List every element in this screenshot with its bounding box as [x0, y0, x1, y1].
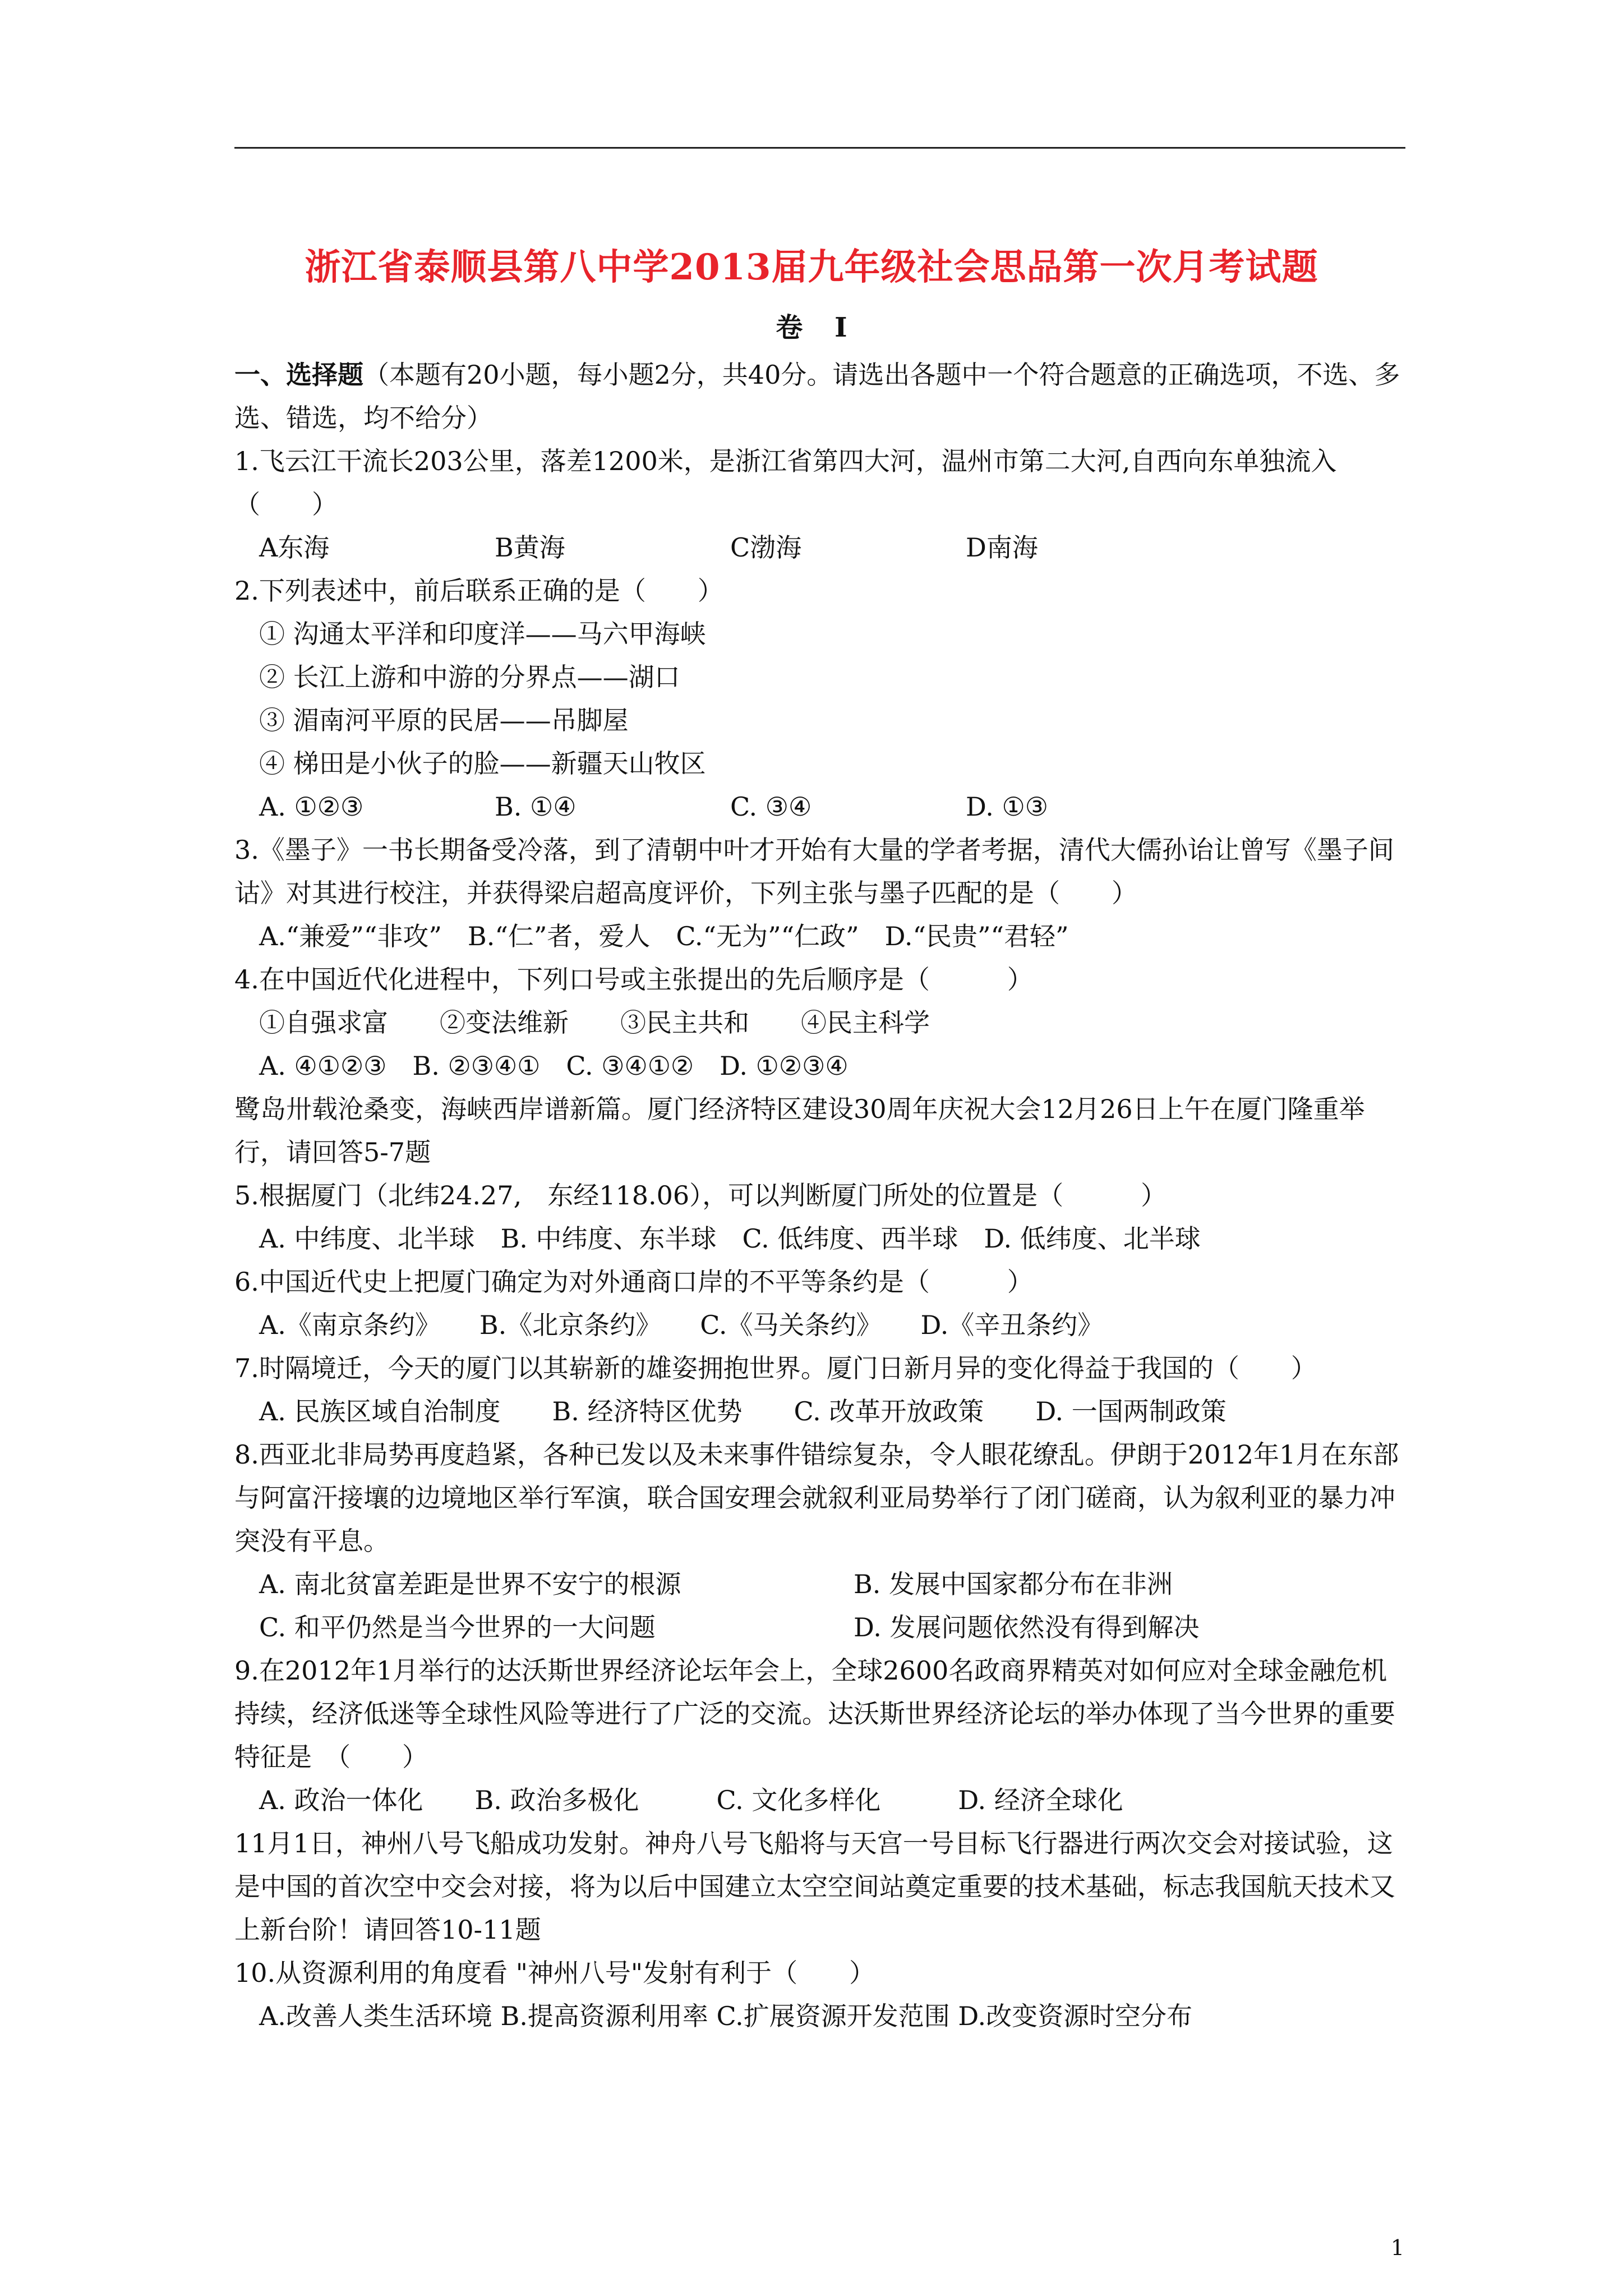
- q2-item-3: ③ 湄南河平原的民居——吊脚屋: [259, 705, 629, 735]
- passage-shenzhou: 11月1日，神州八号飞船成功发射。神舟八号飞船将与天宫一号目标飞行器进行两次交会对接试验，这是中国的首次空中交会对接，将为以后中国建立太空空间站奠定重要的技术基础，标志我国航天技术又上新台阶！请回答10-11题: [234, 1828, 1395, 1945]
- q1-options: [234, 526, 1407, 569]
- q2-item-1: ① 沟通太平洋和印度洋——马六甲海峡: [259, 619, 706, 649]
- q2-option-b: B. ①④: [495, 792, 577, 822]
- q9-stem: 9.在2012年1月举行的达沃斯世界经济论坛年会上，全球2600名政商界精英对如何应对全球金融危机持续，经济低迷等全球性风险等进行了广泛的交流。达沃斯世界经济论坛的举办体现了当今世界的重要特征是 （ ）: [234, 1655, 1395, 1772]
- section-desc: （本题有20小题，每小题2分，共40分。请选出各题中一个符合题意的正确选项，不选、多选、错选，均不给分）: [234, 360, 1400, 433]
- q2-option-c: C. ③④: [730, 792, 812, 822]
- exam-content: [234, 353, 1407, 2038]
- q7-stem: 7.时隔境迁，今天的厦门以其崭新的雄姿拥抱世界。厦门日新月异的变化得益于我国的（ ）: [234, 1353, 1317, 1383]
- q4-stem: 4.在中国近代化进程中，下列口号或主张提出的先后顺序是（ ）: [234, 964, 1033, 995]
- q3-stem: 3.《墨子》一书长期备受冷落，到了清朝中叶才开始有大量的学者考据，清代大儒孙诒让曾写《墨子间诂》对其进行校注，并获得梁启超高度评价，下列主张与墨子匹配的是（ ）: [234, 835, 1394, 908]
- q5-options: A. 中纬度、北半球 B. 中纬度、东半球 C. 低纬度、西半球 D. 低纬度、北半球: [259, 1223, 1201, 1254]
- header-rule: [234, 147, 1405, 149]
- q6-options: A.《南京条约》 B.《北京条约》 C.《马关条约》 D.《辛丑条约》: [259, 1310, 1104, 1340]
- q8-option-b: B. 发展中国家都分布在非洲: [854, 1569, 1173, 1599]
- page-subtitle: 卷 Ⅰ: [776, 312, 847, 343]
- q3-options: A.“兼爱”“非攻” B.“仁”者，爱人 C.“无为”“仁政” D.“民贵”“君轻”: [259, 921, 1069, 951]
- q6-stem: 6.中国近代史上把厦门确定为对外通商口岸的不平等条约是（ ）: [234, 1267, 1033, 1297]
- q8-options-row-2: [234, 1606, 1407, 1649]
- q5-stem: 5.根据厦门（北纬24.27, 东经118.06），可以判断厦门所处的位置是（ ）: [234, 1180, 1167, 1211]
- q8-stem: 8.西亚北非局势再度趋紧，各种已发以及未来事件错综复杂，令人眼花缭乱。伊朗于2012年1月在东部与阿富汗接壤的边境地区举行军演，联合国安理会就叙利亚局势举行了闭门磋商，认为叙利亚的暴力冲突没有平息。: [234, 1439, 1399, 1556]
- q2-option-a: A. ①②③: [259, 792, 364, 822]
- q2-item-2: ② 长江上游和中游的分界点——湖口: [259, 662, 680, 692]
- q1-stem: 1.飞云江干流长203公里，落差1200米，是浙江省第四大河，温州市第二大河,自西向东单独流入（ ）: [234, 446, 1337, 519]
- q8-option-a: A. 南北贫富差距是世界不安宁的根源: [259, 1569, 681, 1599]
- q10-options: A.改善人类生活环境 B.提高资源利用率 C.扩展资源开发范围 D.改变资源时空分布: [259, 2001, 1193, 2031]
- q2-option-d: D. ①③: [966, 792, 1048, 822]
- q1-option-a: A东海: [259, 532, 330, 563]
- q9-options: A. 政治一体化 B. 政治多极化 C. 文化多样化 D. 经济全球化: [259, 1785, 1123, 1815]
- q1-option-d: D南海: [966, 532, 1038, 563]
- q2-stem: 2.下列表述中，前后联系正确的是（ ）: [234, 576, 723, 606]
- q1-option-b: B黄海: [495, 532, 565, 563]
- q2-options: [234, 785, 1407, 829]
- section-intro: [234, 353, 1407, 440]
- q4-options: A. ④①②③ B. ②③④① C. ③④①② D. ①②③④: [259, 1051, 849, 1081]
- page-number: 1: [1390, 2235, 1404, 2260]
- q8-options-row-1: [234, 1563, 1407, 1606]
- q4-items: ①自强求富 ②变法维新 ③民主共和 ④民主科学: [259, 1007, 930, 1038]
- q10-stem: 10.从资源利用的角度看 "神州八号"发射有利于（ ）: [234, 1958, 875, 1988]
- section-head: 一、选择题: [234, 360, 363, 390]
- q8-option-d: D. 发展问题依然没有得到解决: [854, 1612, 1200, 1642]
- q2-item-4: ④ 梯田是小伙子的脸——新疆天山牧区: [259, 748, 706, 779]
- q1-option-c: C渤海: [730, 532, 802, 563]
- q7-options: A. 民族区域自治制度 B. 经济特区优势 C. 改革开放政策 D. 一国两制政策: [259, 1396, 1227, 1427]
- q8-option-c: C. 和平仍然是当今世界的一大问题: [259, 1612, 656, 1642]
- passage-xiamen: 鹭岛卅载沧桑变，海峡西岸谱新篇。厦门经济特区建设30周年庆祝大会12月26日上午在厦门隆重举行，请回答5-7题: [234, 1094, 1365, 1167]
- page-title: 浙江省泰顺县第八中学2013届九年级社会思品第一次月考试题: [305, 246, 1318, 288]
